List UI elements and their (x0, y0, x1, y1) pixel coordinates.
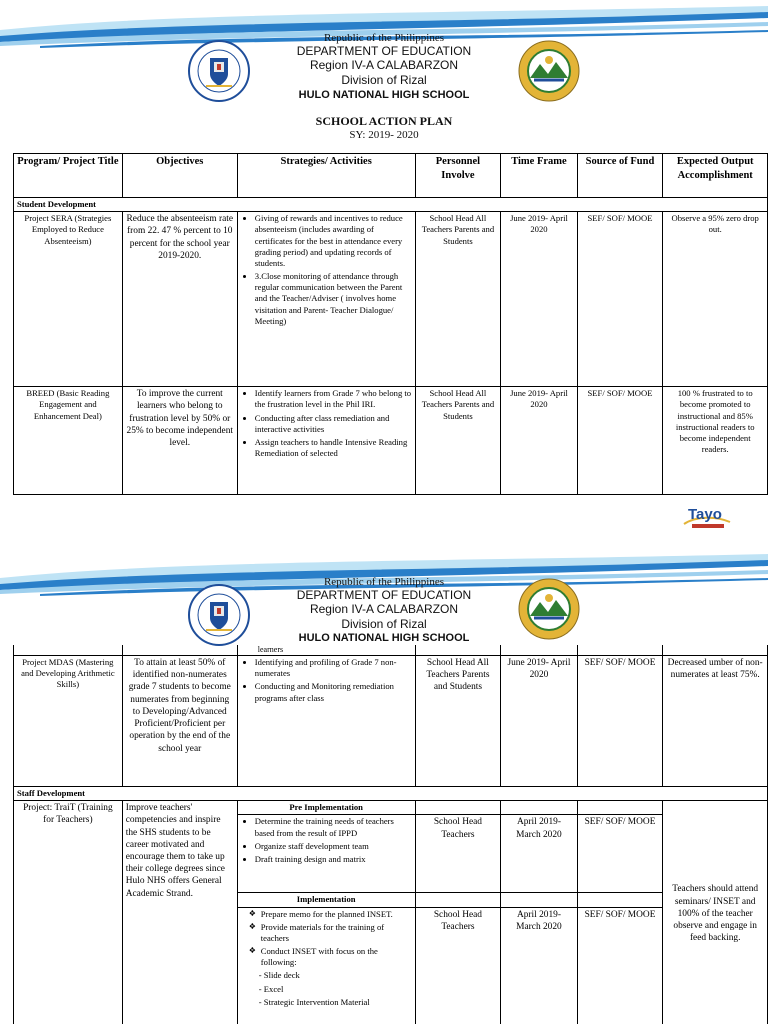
fund-text: SEF/ SOF/ MOOE (577, 387, 663, 495)
carryover-text: learners (237, 645, 415, 656)
table-row-sera (14, 212, 768, 387)
strategy-item: • Giving of rewards and incentives to reduce absenteeism (includes awarding of certificates for the best in attendance every grading period) and updating records of students. (255, 213, 412, 269)
personnel-text: School Head All Teachers Parents and Students (415, 656, 501, 787)
division-line: Division of Rizal (341, 73, 427, 87)
strategy-item: • Assign teachers to handle Intensive Reading Remediation of selected (255, 437, 412, 459)
column-header-personnel: Personnel Involve (415, 154, 501, 198)
personnel-text: School Head All Teachers Parents and Students (415, 212, 501, 387)
phase-label-implementation: Implementation (237, 893, 415, 907)
phase-label-pre-implementation: Pre Implementation (237, 801, 415, 815)
strategies-cell (237, 212, 415, 387)
document-title: SCHOOL ACTION PLAN (315, 114, 453, 128)
sub-item: - Slide deck (258, 970, 300, 981)
tayo-logo-text: Tayo (688, 506, 722, 523)
strategy-item: • Conducting after class remediation and interactive activities (255, 413, 412, 435)
column-header-expected-output: Expected Output Accomplishment (663, 154, 768, 198)
action-plan-table-page-1 (13, 153, 768, 495)
region-line: Region IV-A CALABARZON (309, 58, 459, 72)
strategies-cell (237, 387, 415, 495)
tayo-logo (682, 502, 732, 530)
program-title: BREED (Basic Reading Engagement and Enhancement Deal) (14, 387, 123, 495)
column-header-source-of-fund: Source of Fund (577, 154, 663, 198)
strategy-item: • Identifying and profiling of Grade 7 non- numerates (255, 657, 412, 679)
republic-line: Republic of the Philippines (323, 576, 445, 588)
document-page-2 (0, 548, 768, 1024)
page-gap (0, 498, 768, 548)
sub-item-label: Slide deck (263, 970, 300, 981)
personnel-text: School Head All Teachers Parents and Students (415, 387, 501, 495)
department-line: DEPARTMENT OF EDUCATION (296, 44, 472, 58)
table-row-mdas (14, 656, 768, 787)
strategies-cell (237, 815, 415, 893)
time-frame-text: June 2019- April 2020 (501, 656, 577, 787)
strategy-item: ❖ Provide materials for the training of teachers (251, 922, 412, 944)
personnel-text: School Head Teachers (415, 815, 501, 893)
strategy-item: • Draft training design and matrix (255, 854, 412, 865)
objective-text: To improve the current learners who belong to frustration level by 50% or 25% to become independent level. (122, 387, 237, 495)
expected-output-text: Observe a 95% zero drop out. (663, 212, 768, 387)
sub-item-label: Excel (263, 983, 284, 994)
column-header-program: Program/ Project Title (14, 154, 123, 198)
fund-text: SEF/ SOF/ MOOE (577, 656, 663, 787)
sub-item-label: Strategic Intervention Material (263, 996, 370, 1007)
document-page-1 (0, 0, 768, 498)
fund-text: SEF/ SOF/ MOOE (577, 815, 663, 893)
department-line: DEPARTMENT OF EDUCATION (296, 588, 472, 602)
school-name: HULO NATIONAL HIGH SCHOOL (298, 632, 470, 644)
region-line: Region IV-A CALABARZON (309, 602, 459, 616)
time-frame-text: April 2019- March 2020 (501, 907, 577, 1024)
time-frame-text: June 2019- April 2020 (501, 387, 577, 495)
expected-output-text: Teachers should attend seminars/ INSET and 100% of the teacher observe and engage in feed backing. (663, 801, 768, 1024)
school-year: SY: 2019- 2020 (349, 129, 419, 141)
strategy-item: • 3.Close monitoring of attendance through regular communication between the Parent and the Teacher/Adviser ( involves home visitation and Parent- Teacher Dialogue/ Meeting) (255, 271, 412, 327)
expected-output-text: 100 % frustrated to to become promoted to instructional and 85% instructional readers to become independent readers. (663, 387, 768, 495)
program-title: Project SERA (Strategies Employed to Reduce Absenteeism) (14, 212, 123, 387)
school-name: HULO NATIONAL HIGH SCHOOL (298, 89, 470, 101)
time-frame-text: June 2019- April 2020 (501, 212, 577, 387)
strategy-item: ❖ Prepare memo for the planned INSET. (251, 909, 412, 920)
time-frame-text: April 2019- March 2020 (501, 815, 577, 893)
objective-text: Improve teachers' competencies and inspire the SHS students to be career motivated and encourage them to take up their college degrees since Hulo NHS offers General Academic Strand. (122, 801, 237, 1024)
sub-item: - Excel (258, 983, 284, 994)
objective-text: To attain at least 50% of identified non-numerates grade 7 students to become numerates from beginning to Developing/Advanced Proficient/Proficient per operation by the end of the school year (122, 656, 237, 787)
fund-text: SEF/ SOF/ MOOE (577, 212, 663, 387)
action-plan-table-page-2 (13, 645, 768, 1024)
strategy-item: ❖ Conduct INSET with focus on the following: (251, 946, 412, 968)
column-header-objectives: Objectives (122, 154, 237, 198)
section-heading-staff-development: Staff Development (14, 787, 768, 801)
section-heading-student-development: Student Development (14, 198, 768, 212)
program-title: Project: TraiT (Training for Teachers) (14, 801, 123, 1024)
strategies-cell (237, 907, 415, 1024)
program-title: Project MDAS (Mastering and Developing Arithmetic Skills) (14, 656, 123, 787)
column-header-time-frame: Time Frame (501, 154, 577, 198)
table-row-breed (14, 387, 768, 495)
column-header-strategies: Strategies/ Activities (237, 154, 415, 198)
fund-text: SEF/ SOF/ MOOE (577, 907, 663, 1024)
strategies-cell (237, 656, 415, 787)
strategy-item: • Identify learners from Grade 7 who belong to the frustration level in the Phil IRI. (255, 388, 412, 410)
republic-line: Republic of the Philippines (323, 32, 445, 44)
strategy-item: • Conducting and Monitoring remediation programs after class (255, 681, 412, 703)
expected-output-text: Decreased umber of non- numerates at least 75%. (663, 656, 768, 787)
sub-item: - Strategic Intervention Material (258, 996, 370, 1007)
strategy-item: • Determine the training needs of teachers based from the result of IPPD (255, 816, 412, 838)
division-line: Division of Rizal (341, 617, 427, 631)
personnel-text: School Head Teachers (415, 907, 501, 1024)
objective-text: Reduce the absenteeism rate from 22. 47 % percent to 10 percent for the school year 2019-2020. (122, 212, 237, 387)
strategy-item: • Organize staff development team (255, 841, 412, 852)
